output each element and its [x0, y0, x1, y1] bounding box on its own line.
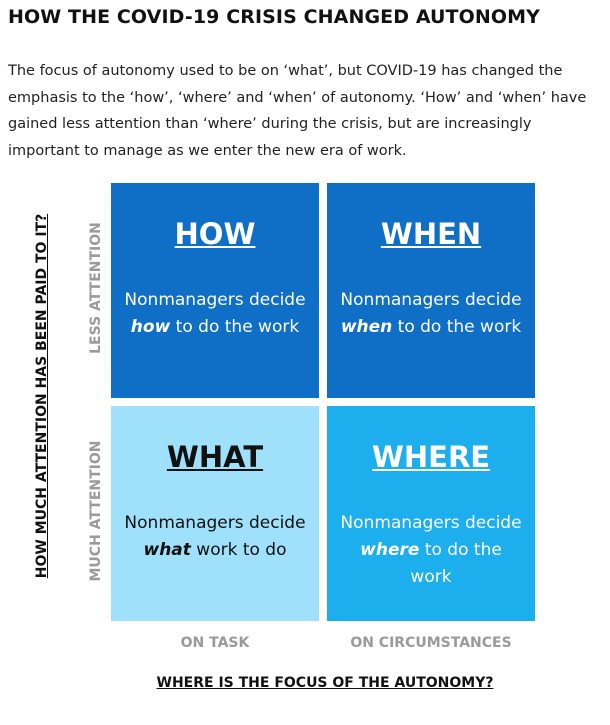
quadrant-when-title: WHEN [380, 217, 482, 251]
column-label-on-task: ON TASK [180, 635, 250, 651]
quadrant-what-text: Nonmanagers decide what work to do [124, 513, 306, 560]
quadrant-where [327, 406, 535, 621]
row-label-much-attention: MUCH ATTENTION [88, 440, 104, 582]
quadrant-what-title: WHAT [166, 440, 264, 474]
intro-paragraph: The focus of autonomy used to be on ‘what’, but COVID-19 has changed the emphasis to the ‘how’, ‘where’ and ‘when’ of autonomy. ‘How’ and ‘when’ have gained less attention than ‘where’ during the crisis, but are increasingly important to manage as we enter the new era of work. [8, 63, 587, 159]
quadrant-where-title: WHERE [371, 440, 491, 474]
row-label-less-attention: LESS ATTENTION [88, 222, 104, 354]
x-axis-label: WHERE IS THE FOCUS OF THE AUTONOMY? [156, 675, 494, 691]
quadrant-when [327, 183, 535, 398]
quadrant-how-text: Nonmanagers decide how to do the work [124, 290, 306, 337]
quadrant-when-text: Nonmanagers decide when to do the work [340, 290, 522, 337]
quadrant-how-title: HOW [174, 217, 256, 251]
page-title: HOW THE COVID-19 CRISIS CHANGED AUTONOMY [8, 6, 540, 28]
quadrant-how [111, 183, 319, 398]
quadrant-where-text: Nonmanagers decide where to do the work [340, 513, 522, 587]
y-axis-label: HOW MUCH ATTENTION HAS BEEN PAID TO IT? [34, 213, 50, 579]
quadrant-what [111, 406, 319, 621]
column-label-on-circumstances: ON CIRCUMSTANCES [350, 635, 512, 651]
